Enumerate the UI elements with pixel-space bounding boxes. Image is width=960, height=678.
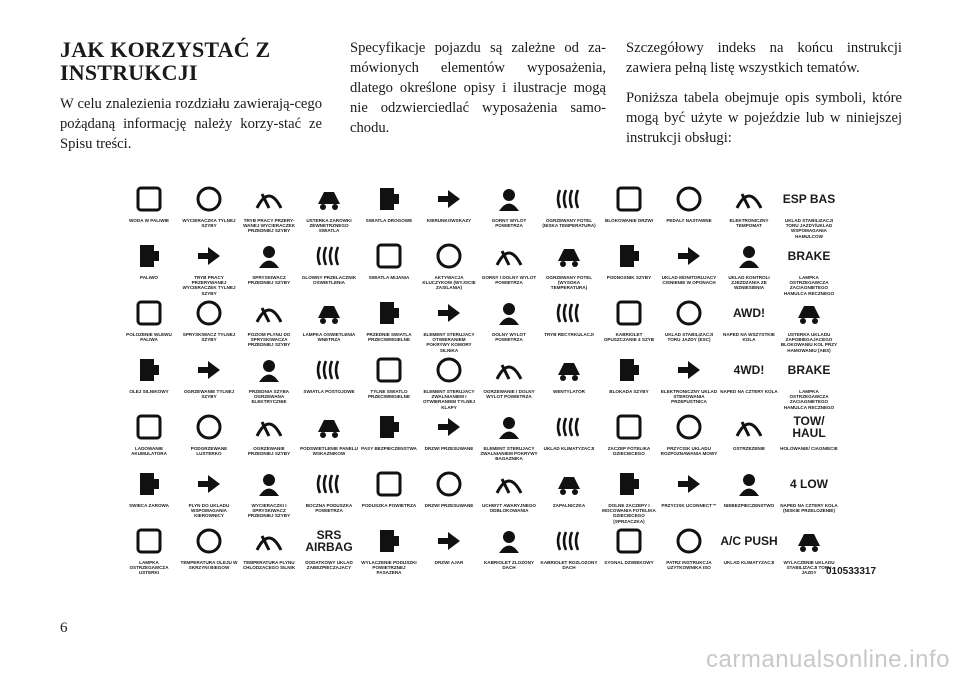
symbol-label: POLOZENIE WLEWU PALIWA bbox=[126, 332, 172, 343]
symbol-cell bbox=[720, 239, 778, 291]
section-heading: JAK KORZYSTAĆ Z INSTRUKCJI bbox=[60, 37, 271, 85]
tow-haul-icon: TOW/ HAUL bbox=[792, 414, 826, 440]
tire-pressure-icon bbox=[672, 239, 706, 273]
symbol-cell bbox=[540, 467, 598, 508]
main-light-switch-icon bbox=[312, 239, 346, 273]
symbol-label: PRZYCISK UKLADU ROZPOZNAWANIA MOWY bbox=[660, 446, 718, 457]
symbol-cell bbox=[240, 239, 298, 285]
front-defrost-icon bbox=[252, 353, 286, 387]
symbol-cell bbox=[300, 239, 358, 285]
symbol-cell bbox=[780, 296, 838, 353]
oil-temperature-icon bbox=[192, 524, 226, 558]
front-washer-icon bbox=[252, 239, 286, 273]
symbol-cell bbox=[540, 239, 598, 291]
window-down-icon bbox=[612, 296, 646, 330]
symbol-cell bbox=[300, 296, 358, 342]
paragraph-symbols-intro: Poniższa tabela obejmuje opis symboli, które mogą być użyte w pojeździe lub w niniejszej instrukcji obsługi: bbox=[626, 90, 902, 146]
symbol-label: DRZWI AJAR bbox=[434, 560, 464, 565]
symbol-cell bbox=[420, 182, 478, 223]
low-beam-icon bbox=[372, 239, 406, 273]
washer-fluid-low-icon bbox=[252, 296, 286, 330]
rear-cargo-icon bbox=[492, 410, 526, 444]
lower-vent-icon bbox=[492, 296, 526, 330]
symbol-cell bbox=[600, 239, 658, 280]
symbol-label: NAPED NA CZTERY KOLA bbox=[720, 389, 778, 394]
symbol-label: DODATKOWY UKLAD ZABEZPIECZAJACY bbox=[305, 560, 353, 571]
symbol-cell bbox=[480, 239, 538, 285]
symbol-cell bbox=[300, 410, 358, 456]
symbol-cell bbox=[120, 410, 178, 456]
symbol-cell bbox=[660, 353, 718, 405]
symbol-cell bbox=[180, 410, 238, 456]
passenger-airbag-off-icon bbox=[372, 524, 406, 558]
symbol-label: KABRIOLET ZLOZONY DACH bbox=[483, 560, 535, 571]
symbol-cell bbox=[180, 182, 238, 228]
symbol-label: ZAPALNICZKA bbox=[552, 503, 586, 508]
symbol-cell bbox=[780, 239, 838, 296]
symbol-cell bbox=[300, 353, 358, 394]
rear-wiper-icon bbox=[192, 182, 226, 216]
key-fob-icon bbox=[432, 239, 466, 273]
symbol-label: ELEMENT STERUJACY ZWALNIANIEM I OTWIERANIEM TYLNEJ KLAPY bbox=[422, 389, 476, 410]
symbol-label: KABRIOLET ROZLOZONY DACH bbox=[540, 560, 598, 571]
turn-signals-icon bbox=[432, 182, 466, 216]
symbol-label: GORNY WYLOT POWIETRZA bbox=[491, 218, 527, 229]
symbol-label: ELEKTRONICZNY UKLAD STEROWANIA PRZEPUSTNICA bbox=[660, 389, 718, 405]
symbol-label: TRYB PRACY PRZERY-WANEJ WYCIERACZEK PRZEDNIEJ SZYBY bbox=[243, 218, 295, 234]
symbol-label: USTERKA ZAROWKI ZEWNETRZNEGO SWIATLA bbox=[306, 218, 352, 234]
symbol-label: OGRZEWANY FOTEL (WYSOKA TEMPERATURA) bbox=[545, 275, 593, 291]
symbol-label: ZACZEP FOTELIKA DZIECIECEGO bbox=[607, 446, 651, 457]
symbol-label: OGRZEWANIE I DOLNY WYLOT POWIETRZA bbox=[483, 389, 535, 400]
ac-icon bbox=[552, 410, 586, 444]
symbol-cell bbox=[360, 410, 418, 451]
fuel-door-icon bbox=[132, 296, 166, 330]
symbol-cell bbox=[780, 467, 838, 513]
symbol-label: UKLAD STABILIZACJI TORU JAZDY (ESC) bbox=[664, 332, 714, 343]
symbol-label: PATRZ INSTRUKCJA UZYTKOWNIKA ISO bbox=[666, 560, 712, 571]
symbol-cell bbox=[720, 467, 778, 508]
symbol-cell bbox=[600, 467, 658, 524]
symbol-label: OSTRZEZENIE bbox=[732, 446, 766, 451]
symbol-cell bbox=[540, 182, 598, 228]
symbol-cell bbox=[540, 524, 598, 570]
symbol-label: KABRIOLET OPUSZCZANIE 4 SZYB bbox=[603, 332, 655, 343]
glow-plug-icon bbox=[132, 467, 166, 501]
symbol-label: WODA W PALIWIE bbox=[128, 218, 170, 223]
symbol-cell bbox=[240, 182, 298, 234]
symbol-label: NAPED NA WSZYSTKIE KOLA bbox=[723, 332, 775, 343]
symbol-label: ELEKTRONICZNY TEMPOMAT bbox=[729, 218, 769, 229]
convertible-down-icon bbox=[552, 524, 586, 558]
symbol-label: KIERUNKOWSKAZY bbox=[426, 218, 472, 223]
symbol-cell bbox=[780, 182, 838, 239]
symbol-cell bbox=[600, 182, 658, 223]
symbol-label: SWIECA ZAROWA bbox=[129, 503, 169, 508]
symbol-cell bbox=[180, 239, 238, 296]
paragraph-specifications: Specyfikacje pojazdu są zależne od za-mówionych elementów wyposażenia, dlatego określone opisy i ilustracje mogą nie odzwierciedlać wyposażenia samo-chodu. bbox=[350, 40, 606, 136]
symbol-label: BLOKOWANIE DRZWI bbox=[605, 218, 653, 223]
symbol-cell bbox=[240, 410, 298, 456]
symbol-label: TEMPERATURA PLYNU CHLODZACEGO SILNIK bbox=[242, 560, 296, 571]
symbol-label: USTERKA UKLADU ZAPOBIEGAJACEGO BLOKOWANIU KOL PRZY HAMOWANIU (ABS) bbox=[780, 332, 838, 353]
symbol-label: OGRZEWANY FOTEL (NISKA TEMPERATURA) bbox=[542, 218, 596, 229]
abs-icon bbox=[792, 296, 826, 330]
rear-fog-icon bbox=[372, 353, 406, 387]
window-lock-icon bbox=[612, 353, 646, 387]
symbol-cell bbox=[240, 296, 298, 348]
symbol-label: LADOWANIE AKUMULATORA bbox=[131, 446, 167, 457]
upper-lower-vent-icon bbox=[492, 239, 526, 273]
defrost-floor-icon bbox=[492, 353, 526, 387]
brake-lamp-icon: BRAKE bbox=[787, 363, 831, 377]
symbol-label: PLYN DO UKLADU WSPOMAGANIA KIEROWNICY bbox=[188, 503, 230, 519]
symbol-label: UKLAD STABILIZACJI TORU JAZDY/UKLAD WSPOMAGANIA HAMULCOW bbox=[784, 218, 834, 239]
symbol-label: OGRZEWANIE TYLNEJ SZYBY bbox=[183, 389, 235, 400]
symbol-cell bbox=[660, 410, 718, 456]
coolant-temperature-icon bbox=[252, 524, 286, 558]
symbol-cell bbox=[420, 410, 478, 451]
symbol-label: SPRYSKIWACZ TYLNEJ SZYBY bbox=[182, 332, 236, 343]
symbol-label: AKTYWACJA KLUCZYKOW (WYJSCIE ZASILANIA) bbox=[422, 275, 476, 291]
symbol-label: UKLAD KONTROLI ZJEZDZANIA ZE WZNIESIENIA bbox=[728, 275, 770, 291]
recirculation-icon bbox=[552, 296, 586, 330]
symbol-cell bbox=[120, 182, 178, 223]
heated-mirror-icon bbox=[192, 410, 226, 444]
symbol-cell bbox=[480, 524, 538, 570]
side-airbag-icon bbox=[312, 467, 346, 501]
front-fog-icon bbox=[372, 296, 406, 330]
column-1 bbox=[60, 38, 322, 164]
symbol-cell bbox=[120, 524, 178, 576]
symbol-cell bbox=[420, 524, 478, 565]
symbol-label: UCHWYT AWARYJNEGO ODBLOKOWANIA bbox=[481, 503, 537, 514]
high-beam-icon bbox=[372, 182, 406, 216]
symbol-cell bbox=[180, 524, 238, 570]
electronic-throttle-icon bbox=[672, 353, 706, 387]
symbol-cell bbox=[600, 524, 658, 565]
symbol-cell bbox=[720, 296, 778, 342]
symbol-cell bbox=[420, 239, 478, 291]
symbol-label: UKLAD MONITORUJACY CISNIENIE W OPONACH bbox=[661, 275, 717, 286]
emergency-release-icon bbox=[492, 467, 526, 501]
symbol-label: PASY BEZPIECZENSTWA bbox=[361, 446, 417, 451]
esp-off-icon bbox=[792, 524, 826, 558]
column-2 bbox=[350, 38, 606, 148]
heated-windshield-icon bbox=[252, 410, 286, 444]
column-3 bbox=[626, 38, 902, 158]
symbol-label: PODNOSNIK SZYBY bbox=[606, 275, 652, 280]
seatbelt-icon bbox=[372, 410, 406, 444]
convertible-up-icon bbox=[492, 524, 526, 558]
symbol-label: POZIOM PLYNU DO SPRYSKIWACZA PRZEDNIEJ SZYBY bbox=[247, 332, 291, 348]
symbol-label: SYGNAL DZWIEKOWY bbox=[604, 560, 654, 565]
symbol-label: PODSWIETLENIE PANELU WSKAZNIKOW bbox=[300, 446, 358, 457]
symbol-label: WYCIERACZKA TYLNEJ SZYBY bbox=[182, 218, 236, 229]
esc-off-icon bbox=[672, 296, 706, 330]
hill-descent-icon bbox=[732, 239, 766, 273]
symbol-label: NIEBEZPIECZENSTWO bbox=[723, 503, 775, 508]
symbol-label: ELEMENT STERUJACY OTWIERANIEM POKRYWY KOMORY SILNIKA bbox=[423, 332, 475, 353]
srs-airbag-icon: SRS AIRBAG bbox=[305, 528, 353, 554]
symbol-cell bbox=[360, 353, 418, 399]
symbol-cell bbox=[420, 353, 478, 410]
fuel-icon bbox=[132, 239, 166, 273]
door-lock-icon bbox=[612, 182, 646, 216]
symbol-cell bbox=[540, 410, 598, 451]
symbol-label: DOLNE ZACZEPY I MOCOWANIA FOTELIKA DZIECIECEGO (SPRZACZKA) bbox=[602, 503, 656, 524]
rear-washer-icon bbox=[192, 296, 226, 330]
horn-icon bbox=[612, 524, 646, 558]
symbol-cell bbox=[360, 467, 418, 508]
cigar-lighter-icon bbox=[552, 467, 586, 501]
brake-fluid-icon bbox=[192, 467, 226, 501]
esp-bas-icon: ESP BAS bbox=[782, 192, 836, 206]
uconnect-icon bbox=[672, 467, 706, 501]
page-number: 6 bbox=[60, 620, 68, 636]
symbol-cell bbox=[780, 410, 838, 451]
oil-icon bbox=[132, 353, 166, 387]
symbol-label: WENTYLATOR bbox=[553, 389, 585, 394]
symbol-label: PODUSZKA POWIETRZA bbox=[361, 503, 417, 508]
parking-lights-icon bbox=[312, 353, 346, 387]
symbol-label: TYLNE SWIATLO PRZECIWMGIELNE bbox=[367, 389, 411, 400]
symbol-label: BOCZNA PODUSZKA POWIETRZA bbox=[305, 503, 353, 514]
symbol-cell bbox=[300, 182, 358, 234]
symbol-cell bbox=[660, 296, 718, 342]
symbol-cell bbox=[780, 353, 838, 410]
symbol-cell bbox=[300, 524, 358, 570]
child-tether-icon bbox=[612, 467, 646, 501]
door-open-icon bbox=[432, 524, 466, 558]
symbol-cell bbox=[600, 296, 658, 342]
symbol-label: LAMPKA OSTRZEGAWCZA ZACIAGNIETEGO HAMULCA RECZNEGO bbox=[783, 389, 835, 410]
symbol-cell bbox=[240, 524, 298, 570]
symbol-table bbox=[120, 182, 840, 582]
4-low-icon: 4 LOW bbox=[790, 477, 828, 491]
symbol-cell bbox=[120, 296, 178, 342]
warning-triangle-icon bbox=[732, 410, 766, 444]
liftgate-icon bbox=[432, 353, 466, 387]
symbol-label: HOLOWANIE/ CIAGNIECIE bbox=[780, 446, 838, 451]
intermittent-wiper-icon bbox=[252, 182, 286, 216]
symbol-label: DOLNY WYLOT POWIETRZA bbox=[492, 332, 526, 343]
symbol-label: LAMPKA OSTRZEGAWCZA USTERKI bbox=[129, 560, 169, 576]
water-in-fuel-icon bbox=[132, 182, 166, 216]
symbol-label: GLOWNY PRZELACZNIK OSWIETLENIA bbox=[301, 275, 357, 286]
wiper-washer-icon bbox=[252, 467, 286, 501]
symbol-label: WYLACZENIE UKLADU STABILIZACJI TORU JAZDY bbox=[783, 560, 835, 576]
paragraph-index: Szczegółowy indeks na końcu instrukcji zawiera pełną listę wszystkich tematów. bbox=[626, 40, 902, 76]
symbol-label: WYLACZENIE PODUSZKI POWIETRZNEJ PASAZERA bbox=[361, 560, 417, 576]
awd-icon: AWD! bbox=[733, 306, 765, 320]
symbol-cell bbox=[720, 524, 778, 565]
symbol-cell bbox=[240, 353, 298, 405]
symbol-label: PEDALY NASTAWNE bbox=[666, 218, 712, 223]
panel-dimmer-icon bbox=[312, 410, 346, 444]
symbol-label: PRZEDNIA SZYBA OGRZEWANA ELEKTRYCZNIE bbox=[248, 389, 290, 405]
symbol-label: SWIATLA POSTOJOWE bbox=[303, 389, 355, 394]
symbol-label: SWIATLA MIJANIA bbox=[368, 275, 410, 280]
symbol-cell bbox=[240, 467, 298, 519]
symbol-cell bbox=[360, 524, 418, 576]
symbol-label: UKLAD KLIMATYZACJI bbox=[723, 560, 775, 565]
door-ajar-icon bbox=[432, 410, 466, 444]
rear-defrost-icon bbox=[192, 353, 226, 387]
symbol-cell bbox=[360, 239, 418, 280]
battery-icon bbox=[132, 410, 166, 444]
symbol-label: OLEJ SILNIKOWY bbox=[129, 389, 169, 394]
symbol-label: PRZEDNIE SWIATLA PRZECIWMGIELNE bbox=[366, 332, 412, 343]
symbol-label: OGRZEWANIE PRZEDNIEJ SZYBY bbox=[247, 446, 291, 457]
symbol-cell bbox=[600, 410, 658, 456]
symbol-cell bbox=[360, 296, 418, 342]
interior-lamp-icon bbox=[312, 296, 346, 330]
symbol-label: TEMPERATURA OLEJU W SKRZYNI BIEGOW bbox=[180, 560, 238, 571]
symbol-cell bbox=[180, 296, 238, 342]
electronic-speed-control-icon bbox=[732, 182, 766, 216]
symbol-cell bbox=[660, 524, 718, 570]
symbol-label: PALIWO bbox=[139, 275, 159, 280]
heated-seat-low-icon bbox=[552, 182, 586, 216]
ac-push-icon: A/C PUSH bbox=[720, 534, 778, 548]
symbol-cell bbox=[720, 182, 778, 228]
symbol-cell bbox=[540, 353, 598, 394]
adjustable-pedals-icon bbox=[672, 182, 706, 216]
symbol-cell bbox=[540, 296, 598, 337]
symbol-label: SWIATLA DROGOWE bbox=[365, 218, 413, 223]
symbol-cell bbox=[480, 410, 538, 462]
symbol-cell bbox=[420, 296, 478, 353]
headlight-switch-icon bbox=[312, 182, 346, 216]
hazard-icon bbox=[732, 467, 766, 501]
symbol-cell bbox=[360, 182, 418, 223]
heated-seat-high-icon bbox=[552, 239, 586, 273]
upper-vent-icon bbox=[492, 182, 526, 216]
symbol-label: GORNY I DOLNY WYLOT POWIETRZA bbox=[481, 275, 537, 286]
hands-free-icon bbox=[672, 410, 706, 444]
brake-warning-icon: BRAKE bbox=[787, 249, 831, 263]
4wd-icon: 4WD! bbox=[733, 363, 765, 377]
symbol-label: ELEMENT STERUJACY ZWALNIANIEM POKRYWY BAGAZNIKA bbox=[480, 446, 538, 462]
child-seat-anchor-icon bbox=[612, 410, 646, 444]
symbol-cell bbox=[120, 467, 178, 508]
symbol-cell bbox=[300, 467, 358, 513]
symbol-cell bbox=[720, 353, 778, 394]
figure-code: 010533317 bbox=[826, 566, 877, 577]
rear-wiper-intermittent-icon bbox=[192, 239, 226, 273]
symbol-label: PODGRZEWANE LUSTERKO bbox=[190, 446, 228, 457]
symbol-label: BLOKADA SZYBY bbox=[609, 389, 649, 394]
symbol-label: PRZYCISK UCONNECT™ bbox=[661, 503, 717, 508]
symbol-cell bbox=[480, 182, 538, 228]
symbol-label: UKLAD KLIMATYZACJI bbox=[543, 446, 595, 451]
paragraph-toc: W celu znalezienia rozdziału zawierają-cego pożądaną informację należy korzy-stać ze Spisu treści. bbox=[60, 96, 322, 152]
symbol-cell bbox=[600, 353, 658, 394]
symbol-cell bbox=[120, 353, 178, 394]
symbol-label: SPRYSKIWACZ PRZEDNIEJ SZYBY bbox=[247, 275, 291, 286]
airbag-icon bbox=[372, 467, 406, 501]
symbol-label: TRYB PRACY PRZERYWANEJ WYCIERACZEK TYLNEJ SZYBY bbox=[182, 275, 236, 296]
symbol-label: NAPED NA CZTERY KOLA (NISKIE PRZELOZENIE) bbox=[780, 503, 838, 514]
fan-icon bbox=[552, 353, 586, 387]
symbol-cell bbox=[480, 296, 538, 342]
symbol-label: LAMPKA OSTRZEGAWCZA ZACIAGNIETEGO HAMULCA RECZNEGO bbox=[783, 275, 835, 296]
trunk-release-icon bbox=[432, 296, 466, 330]
symbol-cell bbox=[660, 239, 718, 285]
symbol-cell bbox=[180, 353, 238, 399]
window-lift-icon bbox=[612, 239, 646, 273]
symbol-label: DRZWI PRZESUWANE bbox=[424, 446, 474, 451]
manual-icon bbox=[672, 524, 706, 558]
symbol-label: DRZWI PRZESUWANE bbox=[424, 503, 474, 508]
symbol-cell bbox=[480, 353, 538, 399]
symbol-label: WYCIERACZKI I SPRYSKIWACZ PRZEDNIEJ SZYBY bbox=[247, 503, 291, 519]
symbol-label: TRYB RECYRKULACJI bbox=[544, 332, 594, 337]
symbol-cell bbox=[120, 239, 178, 280]
symbol-cell bbox=[720, 410, 778, 451]
symbol-label: LAMPKA OSWIETLENIA WNETRZA bbox=[302, 332, 356, 343]
symbol-cell bbox=[660, 182, 718, 223]
symbol-cell bbox=[180, 467, 238, 519]
watermark: carmanualsonline.info bbox=[706, 646, 950, 673]
symbol-cell bbox=[420, 467, 478, 508]
check-engine-icon bbox=[132, 524, 166, 558]
sliding-door-icon bbox=[432, 467, 466, 501]
symbol-cell bbox=[660, 467, 718, 508]
symbol-cell bbox=[480, 467, 538, 513]
